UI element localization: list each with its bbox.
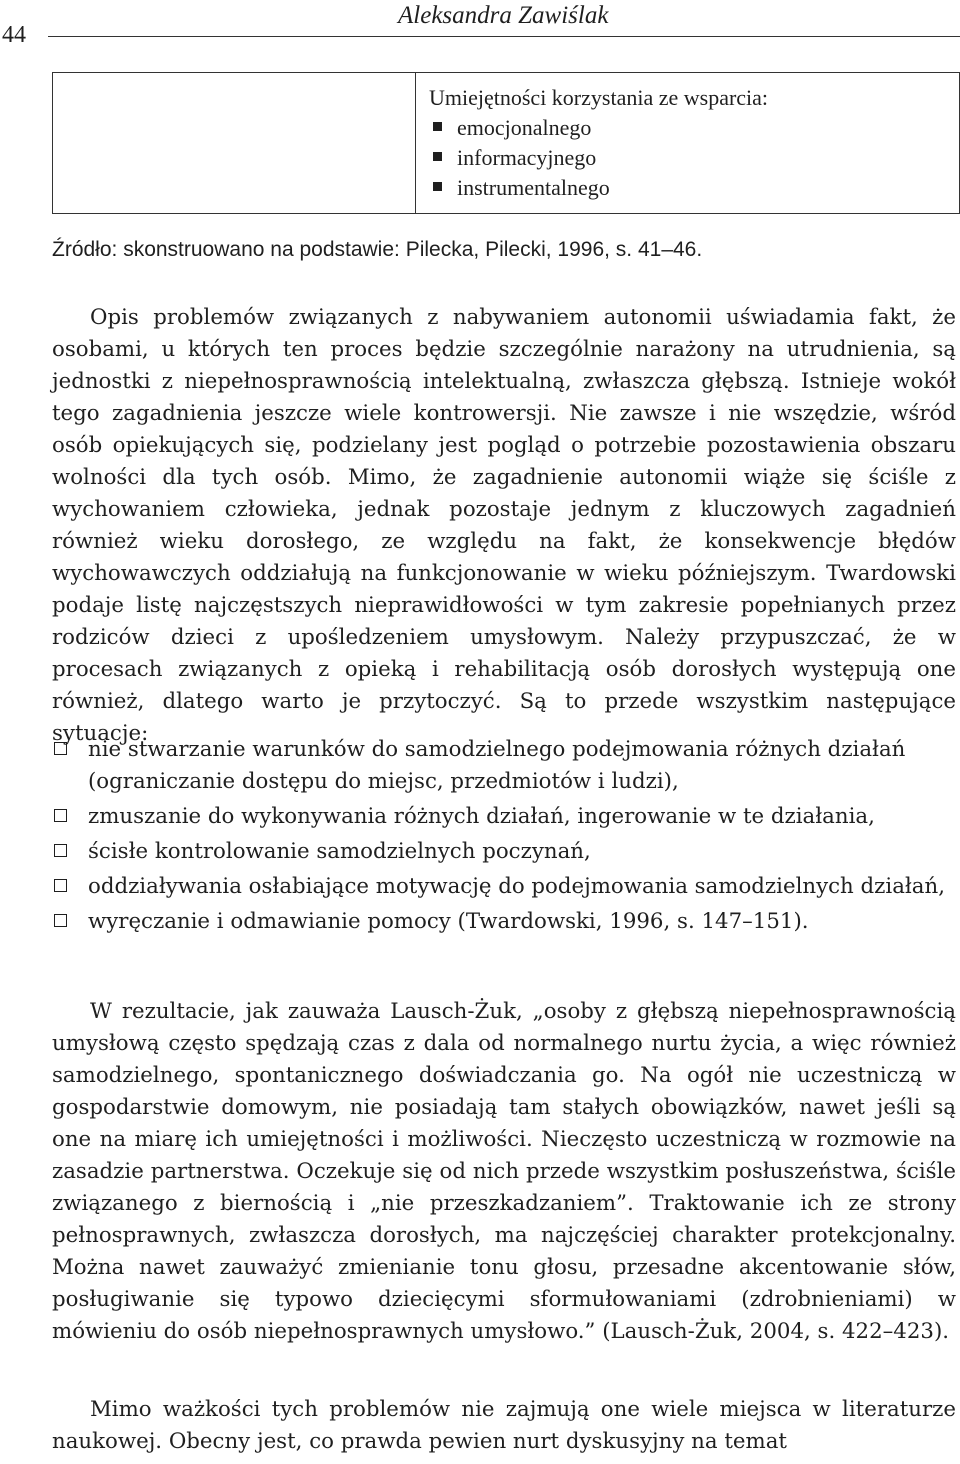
paragraph-2: W rezultacie, jak zauważa Lausch-Żuk, „osoby z głębszą niepełnosprawnością umysłową często spędzają czas z dala od normalnego nurtu życia, a więc również samodzielnego, spontanicznego doświadczania go. Na ogół nie uczestniczą w gospodarstwie domowym, nie posiadają tam stałych obowiązków, nawet jeśli są one na miarę ich umiejętności i możliwości. Nieczęsto uczestniczą w rozmowie na zasadzie partnerstwa. Oczekuje się od nich przede wszystkim posłuszeństwa, ściśle związanego z biernością i „nie przeszkadzaniem”. Traktowanie ich ze strony pełnosprawnych, zwłaszcza dorosłych, ma najczęściej charakter protekcjonalny. Można nawet zauważyć zmienianie tonu głosu, przesadne akcentowanie słów, posługiwanie się typowo dziecięcymi sformułowaniami (zdrobnieniami) w mówieniu do osób niepełnosprawnych umysłowo.” (Lausch-Żuk, 2004, s. 422–423). [52,999,956,1344]
table-right-cell [429,83,768,203]
checkbox-bullet-icon [54,914,67,927]
list-item: ścisłe kontrolowanie samodzielnych poczynań, [52,836,956,868]
header-rule [48,36,960,37]
support-skills-table [52,72,960,214]
table-item: informacyjnego [429,143,768,173]
list-item: nie stwarzanie warunków do samodzielnego podejmowania różnych działań (ograniczanie dostępu do miejsc, przedmiotów i ludzi), [52,734,956,798]
checkbox-bullet-icon [54,844,67,857]
table-item: emocjonalnego [429,113,768,143]
page-number: 44 [2,22,26,48]
paragraph-1: Opis problemów związanych z nabywaniem autonomii uświadamia fakt, że osobami, u których ten proces będzie szczególnie narażony na utrudnienia, są jednostki z niepełnosprawnością intelektualną, zwłaszcza głębszą. Istnieje wokół tego zagadnienia jeszcze wiele kontrowersji. Nie zawsze i nie wszędzie, wśród osób opiekujących się, podzielany jest pogląd o potrzebie pozostawienia obszaru wolności dla tych osób. Mimo, że zagadnienie autonomii wiąże się ściśle z wychowaniem człowieka, jednak pozostaje jednym z kluczowych zagadnień również wieku dorosłego, ze względu na fakt, że konsekwencje błędów wychowawczych oddziałują na funkcjonowanie w wieku późniejszym. Twardowski podaje listę najczęstszych nieprawidłowości w tym zakresie popełnianych przez rodziców dzieci z upośledzeniem umysłowym. Należy przypuszczać, że w procesach związanych z opieką i rehabilitacją osób dorosłych występują one również, dlatego warto je przytoczyć. Są to przede wszystkim następujące sytuacje: [52,305,956,746]
table-item-list [429,113,768,203]
list-item: oddziaływania osłabiające motywację do podejmowania samodzielnych działań, [52,871,956,903]
nieprawidlowosci-list [52,734,956,941]
list-item: wyręczanie i odmawianie pomocy (Twardowski, 1996, s. 147–151). [52,906,956,938]
square-bullet-icon [433,182,442,191]
source-note: Źródło: skonstruowano na podstawie: Pilecka, Pilecki, 1996, s. 41–46. [52,238,703,261]
list-item: zmuszanie do wykonywania różnych działań, ingerowanie w te działania, [52,801,956,833]
table-left-cell [53,73,416,213]
table-heading: Umiejętności korzystania ze wsparcia: [429,85,769,110]
square-bullet-icon [433,122,442,131]
running-head-author: Aleksandra Zawiślak [398,2,609,29]
checkbox-bullet-icon [54,879,67,892]
paragraph-3: Mimo ważkości tych problemów nie zajmują one wiele miejsca w literaturze naukowej. Obecny jest, co prawda pewien nurt dyskusyjny na temat [52,1397,956,1454]
square-bullet-icon [433,152,442,161]
checkbox-bullet-icon [54,742,67,755]
table-item: instrumentalnego [429,173,768,203]
checkbox-bullet-icon [54,809,67,822]
